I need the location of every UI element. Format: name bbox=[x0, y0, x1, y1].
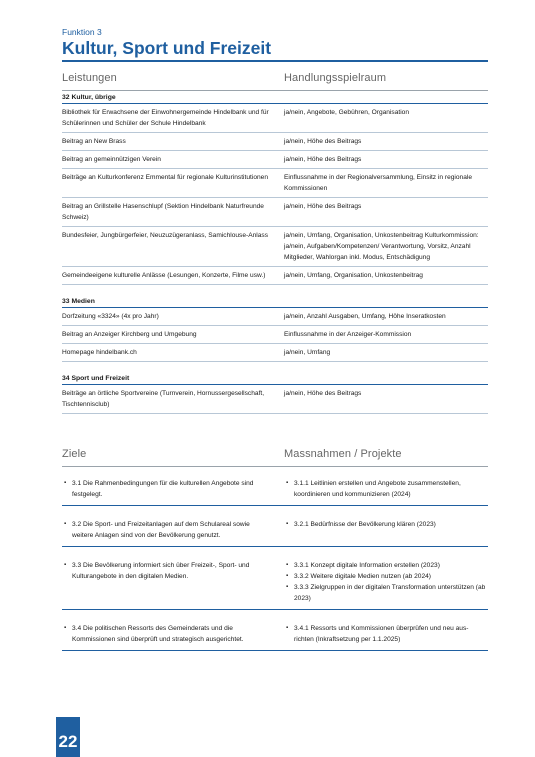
measure-item: ▪ 3.3.1 Konzept digitale Information erstellen (2023) bbox=[284, 560, 488, 571]
spielraum-cell: Einflussnahme in der Anzeiger-Kommission bbox=[284, 331, 412, 338]
leistung-cell: Bundesfeier, Jungbürgerfeier, Neuzuzügeranlass, Samichlouse-Anlass bbox=[62, 232, 268, 239]
table-row bbox=[62, 308, 488, 326]
row-spacer bbox=[62, 610, 488, 619]
leistung-cell: Beitrag an gemeinnützigen Verein bbox=[62, 156, 161, 163]
goal-cell bbox=[62, 478, 284, 500]
table-row bbox=[62, 385, 488, 414]
measures-cell bbox=[284, 478, 488, 500]
spielraum-cell: ja/nein, Höhe des Beitrags bbox=[284, 138, 362, 145]
spielraum-cell: ja/nein, Höhe des Beitrags bbox=[284, 203, 362, 210]
group-spacer bbox=[62, 285, 488, 295]
section-kicker: Funktion 3 bbox=[62, 27, 102, 37]
title-divider bbox=[62, 60, 488, 62]
ziele-heading: Ziele bbox=[62, 448, 87, 460]
goal-text: ▪ 3.2 Die Sport- und Freizeitanlagen auf dem Schulareal sowie weitere Anlagen sind von der Bevölkerung genutzt. bbox=[62, 519, 272, 541]
page-title: Kultur, Sport und Freizeit bbox=[62, 38, 272, 58]
group-title: 34 Sport und Freizeit bbox=[62, 372, 488, 385]
goal-cell bbox=[62, 623, 284, 645]
table-row bbox=[62, 169, 488, 198]
goal-row bbox=[62, 474, 488, 506]
massnahmen-heading: Massnahmen / Projekte bbox=[284, 448, 402, 460]
measures-cell bbox=[284, 623, 488, 645]
ziele-table bbox=[62, 474, 488, 651]
leistungen-header bbox=[62, 72, 488, 90]
leistung-cell: Dorfzeitung «3324» (4x pro Jahr) bbox=[62, 313, 159, 320]
row-spacer bbox=[62, 547, 488, 556]
handlungsspielraum-heading: Handlungsspielraum bbox=[284, 72, 387, 84]
leistung-cell: Beiträge an örtliche Sportvereine (Turnverein, Hornussergesellschaft, Tischtennisclub) bbox=[62, 390, 265, 408]
leistung-cell: Beiträge an Kulturkonferenz Emmental für regionale Kulturinstitutionen bbox=[62, 174, 268, 181]
goal-row bbox=[62, 556, 488, 610]
goal-cell bbox=[62, 519, 284, 541]
page-number: 22 bbox=[56, 717, 80, 757]
spielraum-cell: ja/nein, Umfang bbox=[284, 349, 331, 356]
goal-text: ▪ 3.1 Die Rahmenbedingungen für die kulturellen Angebote sind festgelegt. bbox=[62, 478, 272, 500]
spielraum-cell: Einflussnahme in der Regionalversammlung, Einsitz in regionale Kommissionen bbox=[284, 174, 473, 192]
spielraum-cell: ja/nein, Höhe des Beitrags bbox=[284, 156, 362, 163]
row-spacer bbox=[62, 506, 488, 515]
spielraum-cell: ja/nein, Umfang, Organisation, Unkostenbeitrag bbox=[284, 272, 423, 279]
ziele-header bbox=[62, 448, 488, 466]
leistungen-table bbox=[62, 91, 488, 414]
measures-cell bbox=[284, 560, 488, 604]
measure-item: ▪ 3.2.1 Bedürfnisse der Bevölkerung klären (2023) bbox=[284, 519, 488, 530]
goal-text: ▪ 3.3 Die Bevölkerung informiert sich über Freizeit-, Sport- und Kulturangebote in den digitalen Medien. bbox=[62, 560, 272, 582]
spielraum-cell: ja/nein, Angebote, Gebühren, Organisation bbox=[284, 109, 410, 116]
table-row bbox=[62, 198, 488, 227]
document-page bbox=[62, 27, 488, 651]
measure-item: ▪ 3.3.3 Zielgruppen in der digitalen Transformation unterstützen (ab 2023) bbox=[284, 582, 488, 604]
table-row bbox=[62, 104, 488, 133]
measure-item: ▪ 3.4.1 Ressorts und Kommissionen überprüfen und neu aus-richten (Inkraftsetzung per 1.1.2025) bbox=[284, 623, 488, 645]
measure-item: ▪ 3.1.1 Leitlinien erstellen und Angebote zusammenstellen, koordinieren und kommunizieren (2024) bbox=[284, 478, 488, 500]
spielraum-cell: ja/nein, Umfang, Organisation, Unkostenbeitrag Kulturkommission: ja/nein, Aufgaben/Kompetenzen/ Verantwortung, Vorsitz, Anzahl Mitglieder, Wahlorgan inkl. Modus, Entschädigung bbox=[284, 232, 479, 261]
leistung-cell: Homepage hindelbank.ch bbox=[62, 349, 137, 356]
group-spacer bbox=[62, 362, 488, 372]
leistung-cell: Gemeindeeigene kulturelle Anlässe (Lesungen, Konzerte, Filme usw.) bbox=[62, 272, 266, 279]
leistungen-heading: Leistungen bbox=[62, 72, 117, 84]
table-row bbox=[62, 133, 488, 151]
table-row bbox=[62, 344, 488, 362]
leistung-cell: Bibliothek für Erwachsene der Einwohnergemeinde Hindelbank und für Schülerinnen und Schüler der Schule Hindelbank bbox=[62, 109, 269, 127]
spielraum-cell: ja/nein, Höhe des Beitrags bbox=[284, 390, 362, 397]
goal-cell bbox=[62, 560, 284, 604]
group-title: 33 Medien bbox=[62, 295, 488, 308]
table-row bbox=[62, 267, 488, 285]
leistung-cell: Beitrag an Grillstelle Hasenschlupf (Sektion Hindelbank Naturfreunde Schweiz) bbox=[62, 203, 264, 221]
leistung-cell: Beitrag an Anzeiger Kirchberg und Umgebung bbox=[62, 331, 197, 338]
table-row bbox=[62, 227, 488, 267]
goal-row bbox=[62, 619, 488, 651]
table-row bbox=[62, 326, 488, 344]
leistung-cell: Beitrag an New Brass bbox=[62, 138, 126, 145]
measures-cell bbox=[284, 519, 488, 541]
measure-item: ▪ 3.3.2 Weitere digitale Medien nutzen (ab 2024) bbox=[284, 571, 488, 582]
group-title: 32 Kultur, übrige bbox=[62, 91, 488, 104]
spielraum-cell: ja/nein, Anzahl Ausgaben, Umfang, Höhe Inseratkosten bbox=[284, 313, 446, 320]
table-row bbox=[62, 151, 488, 169]
goal-text: ▪ 3.4 Die politischen Ressorts des Gemeinderats und die Kommissionen sind überprüft und strategisch ausgerichtet. bbox=[62, 623, 272, 645]
goal-row bbox=[62, 515, 488, 547]
